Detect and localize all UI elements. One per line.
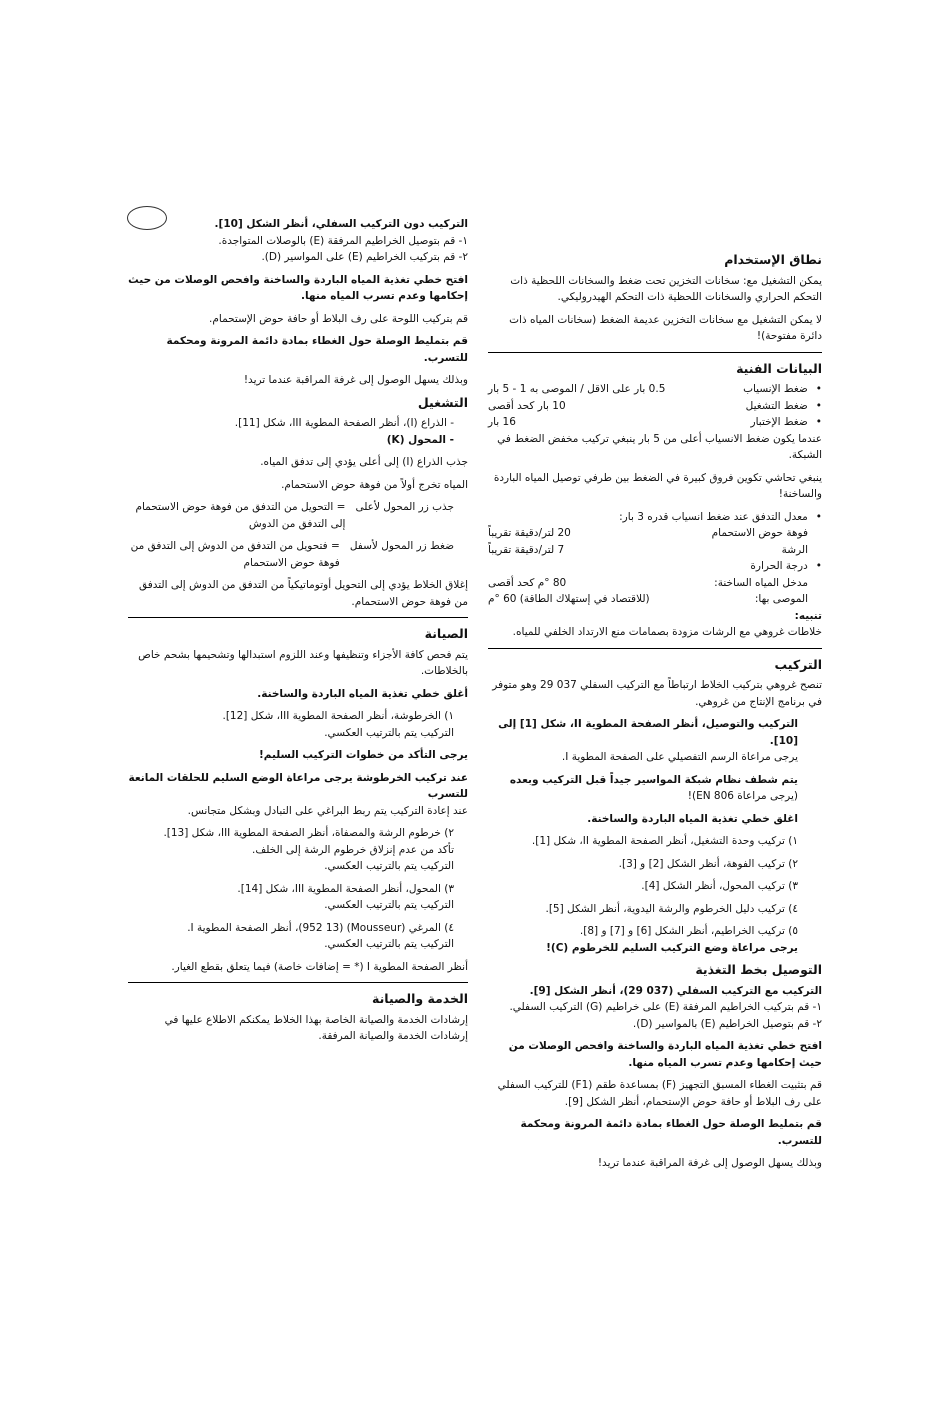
service-heading: الخدمة والصيانة — [371, 991, 468, 1006]
flow-bullet: • معدل التدفق عند ضغط انسياب قدره 3 بار: — [488, 509, 822, 526]
scope-paragraph: يمكن التشغيل مع: سخانات التخزين تحت ضغط والسخانات اللحظية ذات التحكم الحراري والسخانات اللحظية ذات التحكم الهيدروليكي. — [510, 274, 822, 303]
operation-item: - المحول (K) — [386, 433, 454, 446]
scope-heading: نطاق الإستخدام — [724, 252, 822, 267]
temp-key: الموصى بها: — [754, 593, 808, 605]
hose-warning: يرجى مراعاة وضع التركيب السليم للخرطوم (C)! — [546, 941, 798, 954]
maintenance-reverse: التركيب يتم بالترتيب العكسي. — [324, 726, 454, 739]
install-flush-note: يتم شطف نظام شبكة المواسير جيداً قبل التركيب وبعده — [509, 773, 798, 786]
operation-heading: التشغيل — [417, 394, 468, 410]
install-standard-ref: (يرجى مراعاة EN 806)! — [687, 790, 798, 802]
supply-intro: التركيب مع التركيب السفلي (037 29)، أنظر الشكل [9]. — [529, 984, 822, 997]
tech-note-pressure: عندما يكون ضغط الانسياب أعلى من 5 بار ينبغي تركيب مخفض الضغط في الشبكة. — [497, 432, 822, 461]
maintenance-reverse: التركيب يتم بالترتيب العكسي. — [324, 860, 454, 872]
noinst-intro: التركيب دون التركيب السفلي، أنظر الشكل [10]. — [214, 218, 468, 230]
operation-flow-note: المياه تخرج أولاً من فوهة حوض الاستحمام. — [281, 478, 468, 491]
temp-row — [488, 575, 822, 592]
supply-heading: التوصيل بخط التغذية — [695, 962, 822, 977]
install-step: ٥) تركيب الخراطيم، أنظر الشكل [6] و [7] و [8]. — [579, 925, 798, 937]
maintenance-hose-check: تأكد من عدم إنزلاق خرطوم الرشة إلى الخلف. — [251, 843, 454, 856]
supply-check-warning: افتح خطي تغذية المياه الباردة والساخنة وافحص الوصلات من حيث إحكامها وعدم تسرب المياه منها. — [508, 1040, 822, 1069]
tech-value: 16 بار — [488, 416, 516, 428]
maintenance-mousseur: ٤) المرغي (Mousseur) (952 13)، أنظر الصفحة المطوية I. — [187, 921, 454, 934]
flow-row — [488, 525, 822, 542]
flow-key: فوهة حوض الاستحمام — [711, 527, 808, 539]
section-divider — [128, 617, 468, 618]
tech-data-heading: البيانات الفنية — [736, 360, 822, 376]
section-divider — [488, 352, 822, 353]
scope-warning: لا يمكن التشغيل مع سخانات التخزين عديمة الضغط (سخانات المياه ذات دائرة مفتوحة)! — [509, 313, 822, 342]
noinst-access-note: وبذلك يسهل الوصول إلى غرفة المراقبة عندما تريد! — [243, 374, 468, 386]
install-step: ٣) تركيب المحول، أنظر الشكل [4]. — [641, 880, 798, 892]
supply-access-note: وبذلك يسهل الوصول إلى غرفة المراقبة عندما تريد! — [597, 1157, 822, 1169]
maintenance-intro: يتم فحص كافة الأجزاء وتنظيفها وعند اللزوم استبدالها وتشحيمها بشحم خاص بالخلاطات. — [138, 648, 468, 677]
maintenance-close-supply: أغلق خطي تغذية المياه الباردة والساخنة. — [257, 687, 468, 700]
maintenance-hose-filter: ٢) خرطوم الرشة والمصفاة، أنظر الصفحة المطوية III، شكل [13]. — [163, 827, 454, 839]
tech-data-list — [488, 381, 822, 431]
tech-key: • ضغط التشغيل — [746, 398, 822, 415]
temp-key: مدخل المياه الساخنة: — [714, 576, 808, 589]
flow-value: 7 لتر/دقيقة تقريباً — [488, 543, 565, 556]
flow-row — [488, 542, 822, 559]
noinst-check-warning: افتح خطي تغذية المياه الباردة والساخنة وافحص الوصلات من حيث إحكامها وعدم تسرب المياه منها. — [128, 273, 468, 302]
note-label: تنبيه: — [794, 609, 822, 622]
operation-lever-note: جذب الذراع (I) إلى أعلى يؤدي إلى تدفق المياه. — [260, 456, 468, 468]
tech-key: • ضغط الإختبار — [751, 414, 823, 431]
maintenance-spare-parts: أنظر الصفحة المطوية I (* = إضافات خاصة) فيما يتعلق بقطع الغيار. — [171, 960, 468, 973]
maintenance-cartridge: ١) الخرطوشة، أنظر الصفحة المطوية III، شكل [12]. — [222, 710, 454, 722]
diverter-up-result: = التحويل من التدفق من فوهة حوض الاستحمام إلى التدفق من الدوش — [135, 501, 346, 530]
maintenance-reverse: التركيب يتم بالترتيب العكسي. — [324, 899, 454, 911]
operation-item: - الذراع (I)، أنظر الصفحة المطوية III، شكل [11]. — [234, 417, 454, 429]
temp-bullet: • درجة الحرارة — [488, 558, 822, 575]
temp-value: 80 °م كحد أقصى — [488, 576, 567, 589]
maintenance-reverse: التركيب يتم بالترتيب العكسي. — [324, 938, 454, 950]
supply-seal-note: قم بتمليط الوصلة حول الغطاء بمادة دائمة المرونة ومحكمة للتسرب. — [520, 1118, 822, 1147]
diverter-up-row — [128, 499, 468, 532]
maintenance-diverter: ٣) المحول، أنظر الصفحة المطوية III، شكل [14]. — [237, 882, 454, 895]
noinst-plate-note: قم بتركيب اللوحة على رف البلاط أو حافة حوض الإستحمام. — [209, 312, 468, 325]
maintenance-check-steps: يرجى التأكد من خطوات التركيب السليم! — [258, 749, 468, 761]
flow-value: 20 لتر/دقيقة تقريباً — [488, 527, 571, 539]
operation-auto-note: إغلاق الخلاط يؤدي إلى التحويل أوتوماتيكياً من التدفق من الدوش إلى التدفق من فوهة حوض الاستحمام. — [138, 579, 468, 608]
supply-step: ٢- قم بتوصيل الخراطيم (E) بالمواسير (D). — [632, 1017, 822, 1030]
temp-row — [488, 591, 822, 608]
temp-value: (للاقتصاد في إستهلاك الطاقة) 60 °م — [488, 593, 650, 605]
noinst-seal-note: قم بتمليط الوصلة حول الغطاء بمادة دائمة المرونة ومحكمة للتسرب. — [166, 335, 468, 364]
maintenance-screws: عند إعادة التركيب يتم ربط البراغي على التبادل وبشكل متجانس. — [187, 804, 468, 817]
tech-value: 10 بار كحد أقصى — [488, 399, 566, 412]
tech-row — [488, 414, 822, 431]
install-intro: تنصح غروهي بتركيب الخلاط ارتباطاً مع التركيب السفلي 037 29 وهو متوفر في برنامج الإنتاج من غروهي. — [492, 679, 822, 708]
supply-cover-note: قم بتثبيت الغطاء المسبق التجهيز (F) بمساعدة طقم (F1) للتركيب السفلي على رف البلاط أو حافة حوض الإستحمام، أنظر الشكل [9]. — [497, 1079, 822, 1108]
flow-key: الرشة — [781, 543, 808, 556]
install-heading: التركيب — [774, 656, 822, 672]
tech-note-balance: ينبغي تحاشي تكوين فروق كبيرة في الضغط بين طرفي توصيل المياه الباردة والساخنة! — [493, 471, 822, 500]
install-step: ٤) تركيب دليل الخرطوم والرشة اليدوية، أنظر الشكل [5]. — [545, 902, 798, 915]
diverter-up-action: جذب زر المحول لأعلى — [355, 501, 454, 513]
section-divider — [128, 982, 468, 983]
install-detail-ref: يرجى مراعاة الرسم التفصيلي على الصفحة المطوية I. — [561, 751, 798, 763]
diverter-down-result: = فتحويل من التدفق من الدوش إلى التدفق من فوهة حوض الاستحمام — [130, 540, 340, 569]
install-close-supply: اغلق خطي تغذية المياه الباردة والساخنة. — [587, 812, 798, 825]
noinst-step: ١- قم بتوصيل الخراطيم المرفقة (E) بالوصلات المتواجدة. — [218, 234, 468, 247]
left-column — [128, 216, 468, 1051]
install-step: ١) تركيب وحدة التشغيل، أنظر الصفحة المطوية II، شكل [1]. — [531, 835, 798, 847]
tech-row — [488, 381, 822, 398]
tech-key: • ضغط الإنسياب — [743, 381, 822, 398]
diverter-down-action: ضغط زر المحول لأسفل — [349, 540, 454, 552]
install-figures-ref: التركيب والتوصيل، أنظر الصفحة المطوية II، شكل [1] إلى [10]. — [498, 718, 798, 747]
tech-row — [488, 398, 822, 415]
maintenance-heading: الصيانة — [424, 626, 468, 641]
noinst-step: ٢- قم بتركيب الخراطيم (E) على المواسير (D). — [261, 251, 468, 263]
right-column — [488, 246, 822, 1178]
diverter-down-row — [128, 538, 468, 571]
install-step: ٢) تركيب الفوهة، أنظر الشكل [2] و [3]. — [618, 857, 798, 870]
service-text: إرشادات الخدمة والصيانة الخاصة بهذا الخلاط يمكنكم الاطلاع عليها في إرشادات الخدمة والصيانة المرفقة. — [164, 1013, 468, 1042]
tech-value: 0.5 بار على الاقل / الموصى به 1 - 5 بار — [488, 383, 666, 395]
supply-step: ١- قم بتركيب الخراطيم المرفقة (E) على خراطيم (G) التركيب السفلي. — [509, 1001, 822, 1013]
maintenance-seal-rings: عند تركيب الخرطوشة يرجى مراعاة الوضع السليم للحلقات المانعة للتسرب — [128, 771, 468, 800]
note-text: خلاطات غروهي مع الرشات مزودة بصمامات منع الارتداد الخلفي للمياه. — [512, 626, 822, 638]
section-divider — [488, 648, 822, 649]
